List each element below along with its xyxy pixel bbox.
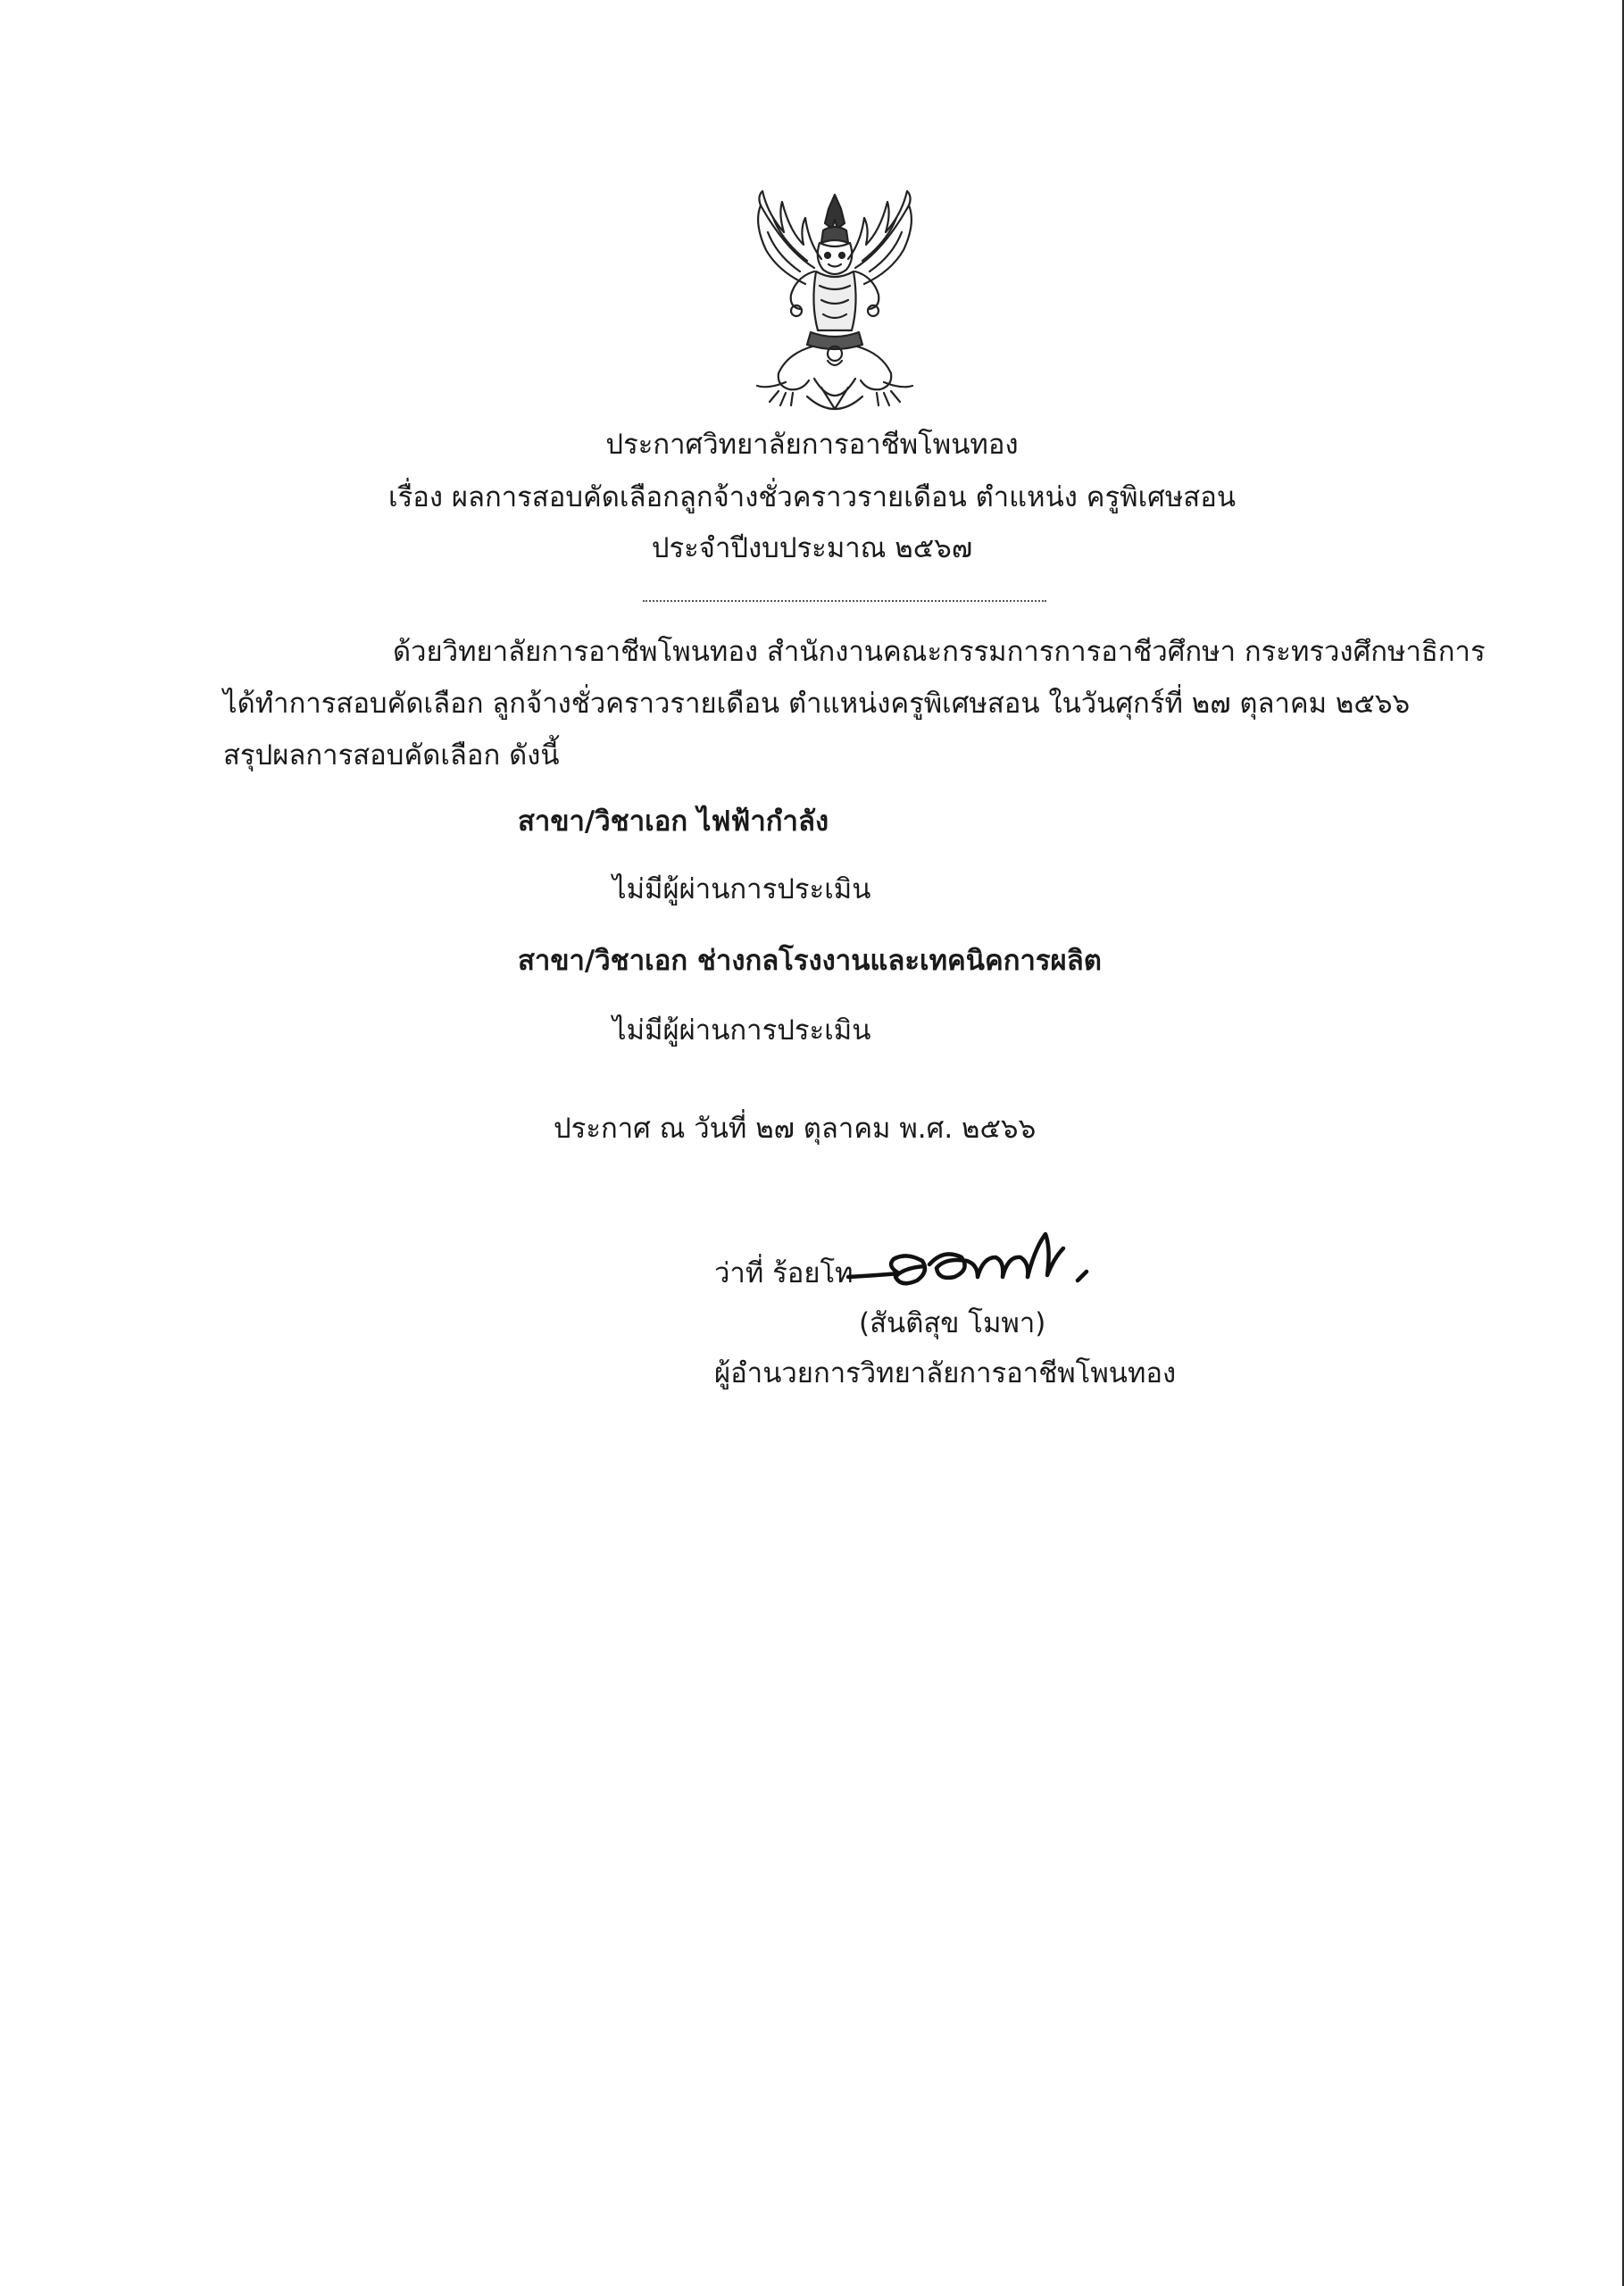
handwritten-signature xyxy=(844,1222,1138,1306)
signatory-rank: ว่าที่ ร้อยโท xyxy=(714,1257,854,1289)
body-line: ด้วยวิทยาลัยการอาชีพโพนทอง สำนักงานคณะกรรมการการอาชีวศึกษา กระทรวงศึกษาธิการ xyxy=(393,636,1486,668)
result-outcome-machining: ไม่มีผู้ผ่านการประเมิน xyxy=(612,1014,871,1047)
body-line: ได้ทำการสอบคัดเลือก ลูกจ้างชั่วคราวรายเดือน ตำแหน่งครูพิเศษสอน ในวันศุกร์ที่ ๒๗ ตุลาคม ๒๕๖๖ xyxy=(223,688,1411,720)
announcement-title: ประกาศวิทยาลัยการอาชีพโพนทอง xyxy=(605,429,1019,461)
signatory-name: (สันติสุข โมพา) xyxy=(859,1307,1046,1339)
result-heading-machining: สาขา/วิชาเอก ช่างกลโรงงานและเทคนิคการผลิต xyxy=(518,945,1102,977)
result-outcome-power: ไม่มีผู้ผ่านการประเมิน xyxy=(612,873,871,905)
body-line: สรุปผลการสอบคัดเลือก ดังนี้ xyxy=(223,739,560,772)
garuda-emblem-icon xyxy=(714,179,955,424)
result-heading-power: สาขา/วิชาเอก ไฟฟ้ากำลัง xyxy=(518,805,829,838)
divider xyxy=(643,600,1046,602)
announcement-date: ประกาศ ณ วันที่ ๒๗ ตุลาคม พ.ศ. ๒๕๖๖ xyxy=(554,1113,1037,1145)
signatory-position: ผู้อำนวยการวิทยาลัยการอาชีพโพนทอง xyxy=(714,1357,1177,1389)
fiscal-year: ประจำปีงบประมาณ ๒๕๖๗ xyxy=(651,532,973,564)
announcement-subject: เรื่อง ผลการสอบคัดเลือกลูกจ้างชั่วคราวรายเดือน ตำแหน่ง ครูพิเศษสอน xyxy=(387,481,1237,513)
